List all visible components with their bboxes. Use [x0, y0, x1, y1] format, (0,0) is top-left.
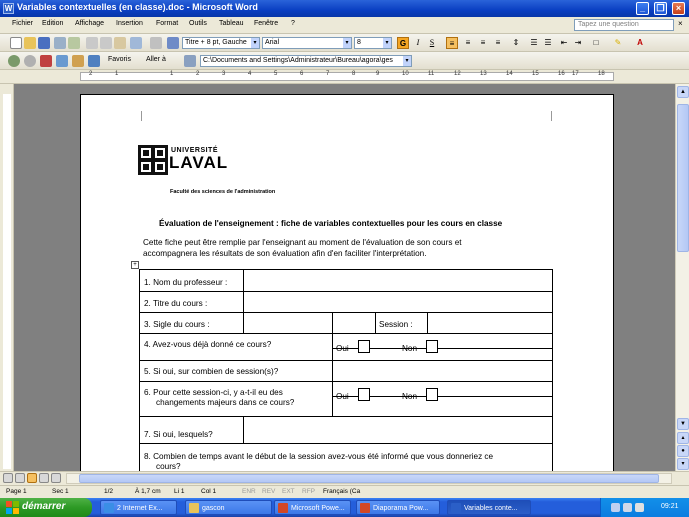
q3-label: 3. Sigle du cours : — [144, 320, 210, 329]
status-page: Page 1 — [6, 488, 27, 495]
ruler-number: 16 — [558, 71, 565, 77]
ruler-number: 5 — [274, 71, 278, 77]
status-column: Col 1 — [201, 488, 217, 495]
task-label: 2 Internet Ex... — [117, 505, 163, 512]
copy-icon[interactable] — [100, 37, 112, 49]
ruler-number: 12 — [454, 71, 461, 77]
forward-icon[interactable] — [24, 55, 36, 67]
increase-indent-icon[interactable]: ⇥ — [574, 38, 582, 47]
q6-label-line1: 6. Pour cette session-ci, y a-t-il eu des — [144, 388, 283, 397]
q4-oui-label: Oui — [336, 344, 349, 353]
next-page-icon[interactable]: ▾ — [677, 458, 689, 470]
q8-label-line1: 8. Combien de temps avant le début de la session avez-vous été informé que vous donneriez ce — [144, 452, 494, 461]
chevron-down-icon[interactable]: ▾ — [343, 38, 351, 48]
q6-oui-label: Oui — [336, 392, 349, 401]
previous-page-icon[interactable]: ▴ — [677, 432, 689, 444]
underline-button[interactable]: S — [429, 38, 435, 47]
menu-outils[interactable]: Outils — [189, 20, 207, 27]
numbering-icon[interactable]: ☰ — [530, 38, 538, 47]
address-combo[interactable] — [200, 55, 412, 67]
status-position: À 1,7 cm — [135, 488, 161, 495]
cut-icon[interactable] — [86, 37, 98, 49]
task-label: Diaporama Pow... — [373, 505, 429, 512]
ruler-number: 4 — [248, 71, 252, 77]
maximize-button[interactable]: ❐ — [654, 2, 667, 15]
status-revision[interactable]: REV — [262, 488, 276, 495]
laval-shield-logo — [138, 145, 168, 175]
chevron-down-icon[interactable]: ▾ — [251, 38, 259, 48]
ruler-number: 3 — [222, 71, 226, 77]
logo-top-text: UNIVERSITÉ — [171, 147, 219, 154]
window-title: Variables contextuelles (en classe).doc - Microsoft Word — [17, 2, 258, 12]
task-gascon-folder[interactable] — [185, 500, 272, 515]
internet-explorer-icon — [104, 503, 114, 513]
highlight-icon[interactable]: ✎ — [614, 38, 622, 47]
q4-non-label: Non — [402, 344, 418, 353]
open-folder-icon[interactable] — [24, 37, 36, 49]
show-web-toolbar-icon[interactable] — [184, 55, 196, 67]
tray-icon[interactable] — [611, 503, 620, 512]
form-heading: Évaluation de l'enseignement : fiche de variables contextuelles pour les cours en classe — [159, 219, 503, 228]
form-table — [139, 269, 553, 471]
document-page[interactable] — [80, 94, 614, 471]
menu-tableau[interactable]: Tableau — [219, 20, 244, 27]
menu-insertion[interactable]: Insertion — [116, 20, 143, 27]
task-label: Microsoft Powe... — [291, 505, 345, 512]
faculty-text: Faculté des sciences de l'administration — [170, 189, 276, 195]
horizontal-ruler[interactable] — [0, 70, 689, 84]
logo-main-text: LAVAL — [169, 153, 229, 172]
document-area[interactable] — [14, 84, 675, 471]
print-icon[interactable] — [54, 37, 66, 49]
web-view-icon[interactable] — [15, 473, 25, 483]
menu-affichage[interactable]: Affichage — [75, 20, 105, 27]
task-internet-explorer[interactable] — [100, 500, 177, 515]
ruler-number: 1 — [115, 71, 119, 77]
status-bar — [0, 485, 689, 498]
ruler-number: 17 — [572, 71, 579, 77]
decrease-indent-icon[interactable]: ⇤ — [560, 38, 568, 47]
status-section: Sec 1 — [52, 488, 69, 495]
task-powerpoint[interactable] — [274, 500, 351, 515]
task-diaporama[interactable] — [356, 500, 440, 515]
back-icon[interactable] — [8, 55, 20, 67]
print-layout-view-icon[interactable] — [27, 473, 37, 483]
ruler-number: 1 — [170, 71, 174, 77]
q4-non-checkbox[interactable] — [426, 340, 438, 353]
q2-label: 2. Titre du cours : — [144, 299, 208, 308]
menu-bar — [0, 17, 689, 34]
menu-fenetre[interactable]: Fenêtre — [254, 20, 279, 27]
q6-oui-checkbox[interactable] — [358, 388, 370, 401]
ruler-number: 11 — [428, 71, 435, 77]
q1-label: 1. Nom du professeur : — [144, 278, 228, 287]
q6-label-line2: changements majeurs dans ce cours? — [156, 398, 295, 407]
minimize-button[interactable]: _ — [636, 2, 649, 15]
taskbar — [0, 498, 689, 517]
menu-format[interactable]: Format — [156, 20, 179, 27]
margin-mark — [141, 111, 142, 121]
scroll-up-icon[interactable]: ▲ — [677, 86, 689, 98]
menu-help[interactable]: ? — [291, 20, 295, 27]
vertical-scrollbar[interactable] — [675, 84, 689, 471]
q3-session-field[interactable] — [428, 313, 551, 332]
font-combo[interactable] — [262, 37, 352, 49]
q7-answer-field[interactable] — [244, 417, 551, 442]
status-record[interactable]: ENR — [242, 488, 256, 495]
folder-icon — [189, 503, 199, 513]
q6-non-label: Non — [402, 392, 418, 401]
style-combo[interactable] — [182, 37, 260, 49]
vertical-ruler-strip — [3, 94, 11, 469]
q2-answer-field[interactable] — [244, 292, 551, 311]
home-icon[interactable] — [72, 55, 84, 67]
ruler-number: 8 — [352, 71, 356, 77]
menu-fichier[interactable]: Fichier — [12, 20, 34, 27]
chevron-down-icon[interactable]: ▾ — [383, 38, 391, 48]
vertical-ruler[interactable] — [0, 84, 14, 471]
horizontal-scroll-thumb[interactable] — [79, 474, 659, 483]
justify-icon[interactable]: ≡ — [495, 38, 501, 47]
borders-icon[interactable]: □ — [593, 38, 599, 47]
select-browse-object-icon[interactable]: ● — [677, 445, 689, 457]
font-size-combo[interactable] — [354, 37, 392, 49]
goto-menu[interactable]: Aller à — [146, 56, 166, 63]
style-value: Titre + 8 pt, Gauche — [185, 39, 247, 46]
task-label: Variables conte... — [464, 505, 518, 512]
q1-answer-field[interactable] — [244, 271, 551, 290]
powerpoint-icon — [278, 503, 288, 513]
outline-view-icon[interactable] — [39, 473, 49, 483]
web-toolbar — [0, 52, 689, 70]
ruler-number: 6 — [300, 71, 304, 77]
scroll-thumb[interactable] — [677, 104, 689, 252]
font-value: Arial — [265, 39, 280, 46]
ruler-number: 15 — [532, 71, 539, 77]
margin-mark — [551, 111, 552, 121]
paste-icon[interactable] — [114, 37, 126, 49]
start-button[interactable] — [0, 498, 92, 517]
bold-button[interactable]: G — [397, 37, 409, 49]
tray-icon[interactable] — [623, 503, 632, 512]
chevron-down-icon[interactable]: ▾ — [403, 56, 411, 66]
align-right-icon[interactable]: ≡ — [480, 38, 486, 47]
task-label: gascon — [202, 505, 225, 512]
word-icon — [451, 503, 461, 513]
q7-label: 7. Si oui, lesquels? — [144, 430, 213, 439]
status-pages: 1/2 — [104, 488, 114, 495]
italic-button[interactable]: I — [416, 38, 420, 47]
status-line: Li 1 — [174, 488, 185, 495]
reading-view-icon[interactable] — [51, 473, 61, 483]
redo-icon[interactable] — [150, 37, 162, 49]
menu-edition[interactable]: Edition — [42, 20, 64, 27]
q3-session-label: Session : — [379, 320, 413, 329]
status-overtype[interactable]: RFP — [302, 488, 315, 495]
horizontal-scrollbar[interactable] — [66, 473, 672, 484]
undo-icon[interactable] — [130, 37, 142, 49]
status-language[interactable]: Français (Ca — [323, 488, 361, 495]
close-button[interactable]: × — [672, 2, 685, 15]
q4-label: 4. Avez-vous déjà donné ce cours? — [144, 340, 272, 349]
formatting-toolbar — [0, 34, 689, 52]
slideshow-icon — [360, 503, 370, 513]
ruler-number: 13 — [480, 71, 487, 77]
ruler-number: 10 — [402, 71, 409, 77]
q4-oui-checkbox[interactable] — [358, 340, 370, 353]
ruler-number: 9 — [376, 71, 380, 77]
word-app-icon[interactable]: W — [4, 4, 13, 13]
clock[interactable]: 09:21 — [661, 503, 679, 510]
q5-answer-field[interactable] — [333, 361, 551, 380]
font-color-icon[interactable]: A — [637, 38, 643, 47]
align-left-icon[interactable]: ≡ — [446, 37, 458, 49]
new-document-icon[interactable] — [10, 37, 22, 49]
ruler-number: 18 — [598, 71, 605, 77]
status-extend[interactable]: EXT — [282, 488, 295, 495]
styles-pane-icon[interactable] — [167, 37, 179, 49]
intro-line-1: Cette fiche peut être remplie par l'enseignant au moment de l'évaluation de son cours et — [143, 238, 462, 247]
ruler-number: 2 — [89, 71, 93, 77]
task-word-document[interactable] — [447, 500, 531, 515]
ruler-number: 2 — [196, 71, 200, 77]
line-spacing-icon[interactable]: ⇕ — [512, 38, 520, 47]
search-web-icon[interactable] — [88, 55, 100, 67]
close-document-icon[interactable]: × — [678, 19, 683, 28]
refresh-icon[interactable] — [56, 55, 68, 67]
title-bar — [0, 0, 689, 17]
font-size-value: 8 — [357, 39, 361, 46]
align-center-icon[interactable]: ≡ — [465, 38, 471, 47]
ruler-number: 7 — [326, 71, 330, 77]
scroll-down-icon[interactable]: ▼ — [677, 418, 689, 430]
intro-line-2: accompagnera les résultats de son évaluation afin d'en faciliter l'interprétation. — [143, 249, 427, 258]
system-tray — [600, 498, 689, 517]
q3-answer-field[interactable] — [244, 313, 331, 332]
ruler-number: 14 — [506, 71, 513, 77]
q8-label-line2: cours? — [156, 462, 181, 471]
q6-non-checkbox[interactable] — [426, 388, 438, 401]
start-label: démarrer — [22, 501, 66, 512]
view-bar — [0, 471, 689, 485]
windows-flag-icon — [6, 501, 19, 514]
stop-icon[interactable] — [40, 55, 52, 67]
ask-question-input[interactable]: Tapez une question — [574, 19, 674, 31]
q5-label: 5. Si oui, sur combien de session(s)? — [144, 367, 279, 376]
save-icon[interactable] — [38, 37, 50, 49]
tray-icon[interactable] — [635, 503, 644, 512]
address-value: C:\Documents and Settings\Administrateur\Bureau\agora\ges — [203, 57, 393, 64]
normal-view-icon[interactable] — [3, 473, 13, 483]
bullets-icon[interactable]: ☰ — [544, 38, 552, 47]
favorites-menu[interactable]: Favoris — [108, 56, 131, 63]
table-move-handle-icon[interactable]: + — [131, 261, 139, 269]
print-preview-icon[interactable] — [68, 37, 80, 49]
